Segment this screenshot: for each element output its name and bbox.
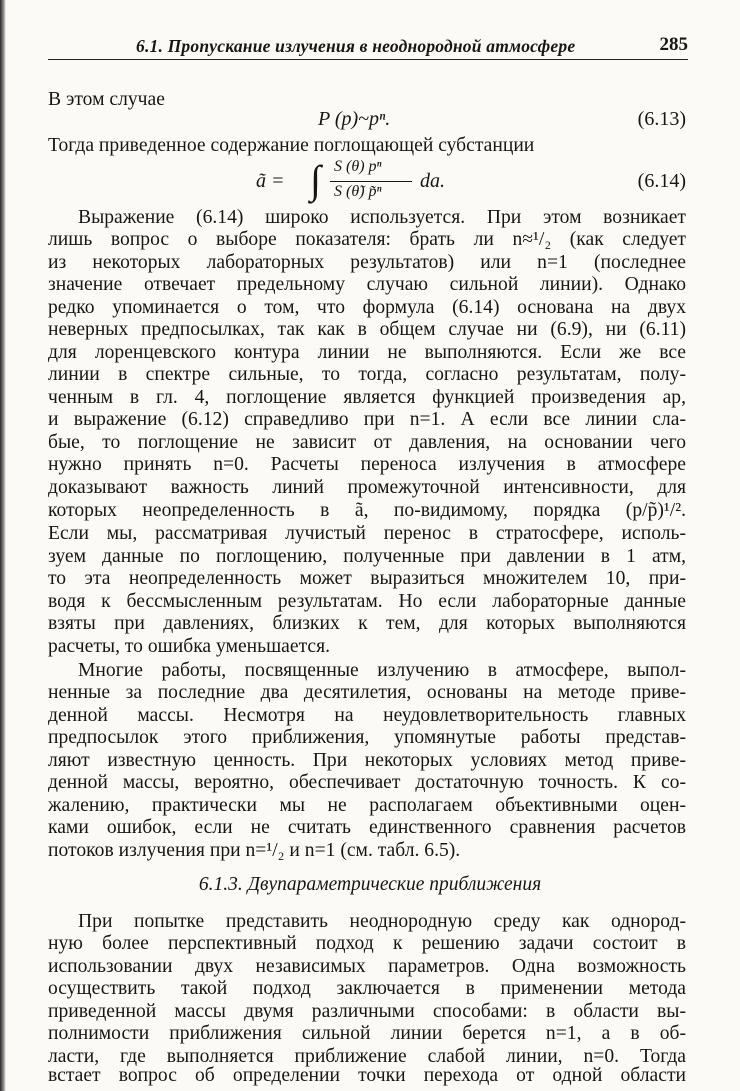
- equation-tail: da.: [420, 170, 445, 192]
- equation-6-13: P (p)~pⁿ.: [318, 108, 391, 130]
- running-header: [48, 33, 688, 60]
- text-line: использовании двух независимых параметров. Одна возможность: [48, 956, 686, 977]
- page-number: 285: [659, 34, 688, 55]
- text-line: ченным в гл. 4, поглощение является функцией произведения ap,: [48, 387, 686, 408]
- text-line: лишь вопрос о выборе показателя: брать ли n≈¹/₂ (как следует: [48, 229, 686, 250]
- text-line: При попытке представить неоднородную среду как однород-: [78, 911, 686, 932]
- text-line: ную более перспективный подход к решению задачи состоит в: [48, 933, 686, 954]
- text-line: ляют известную ценность. При некоторых условиях метод приве-: [48, 750, 686, 771]
- text-line: водя к бессмысленным результатам. Но если лабораторные данные: [48, 591, 686, 612]
- text-line: неверных предпосылках, так как в общем случае ни (6.9), ни (6.11): [48, 319, 686, 340]
- text-line: денной массы, вероятно, обеспечивает достаточную точность. К со-: [48, 772, 686, 793]
- text-line: которых неопределенность в ã, по-видимому, порядка (p/p̃)¹/².: [48, 500, 686, 521]
- running-title: 6.1. Пропускание излучения в неоднородной атмосфере: [136, 36, 576, 56]
- text-line: ненные за последние два десятилетия, основаны на методе приве-: [48, 682, 686, 703]
- text-line: Многие работы, посвященные излучению в атмосфере, выпол-: [78, 660, 686, 681]
- text-line: расчеты, то ошибка уменьшается.: [48, 636, 330, 657]
- intro-line: В этом случае: [48, 89, 165, 110]
- text-line: приведенной массы двумя различными способами: в области вы-: [48, 1001, 686, 1022]
- text-line: и выражение (6.12) справедливо при n=1. А если все линии сла-: [48, 409, 686, 430]
- text-line: полнимости приближения сильной линии берется n=1, а в об-: [48, 1023, 686, 1044]
- equation-number-6-13: (6.13): [637, 108, 686, 130]
- page-binding-edge: [0, 0, 6, 1091]
- integral-sign: ∫: [310, 157, 321, 202]
- equation-lhs: ã =: [256, 170, 285, 192]
- text-line: Выражение (6.14) широко используется. При этом возникает: [78, 207, 686, 228]
- text-line: то эта неопределенность может выразиться множителем 10, при-: [48, 568, 686, 589]
- text-line: линии в спектре сильные, то тогда, согласно результатам, полу-: [48, 364, 686, 385]
- fraction-numerator: S (θ) pⁿ: [334, 158, 382, 175]
- section-heading: 6.1.3. Двупараметрические приближения: [198, 874, 542, 895]
- text-line: нужно принять n=0. Расчеты переноса излучения в атмосфере: [48, 454, 686, 475]
- text-line: взяты при давлениях, близких к тем, для которых выполняются: [48, 613, 686, 634]
- text-line: зуем данные по поглощению, полученные при давлении в 1 атм,: [48, 546, 686, 567]
- text-line: редко упоминается о том, что формула (6.14) основана на двух: [48, 297, 686, 318]
- text-line: из некоторых лабораторных результатов) или n=1 (последнее: [48, 252, 686, 273]
- text-line: значение отвечает предельному случаю сильной линии). Однако: [48, 274, 686, 295]
- text-line: ками ошибок, если не считать единственного сравнения расчетов: [48, 817, 686, 838]
- fraction-denominator: S (θ̃) p̃ⁿ: [334, 183, 382, 200]
- intro-line: Тогда приведенное содержание поглощающей субстанции: [48, 135, 535, 156]
- text-line: бые, то поглощение не зависит от давления, на основании чего: [48, 432, 686, 453]
- text-line: потоков излучения при n=¹/₂ и n=1 (см. табл. 6.5).: [48, 840, 461, 861]
- text-line: осуществить такой подход заключается в применении метода: [48, 978, 686, 999]
- equation-number-6-14: (6.14): [637, 170, 686, 192]
- text-line: доказывают важность линий промежуточной интенсивности, для: [48, 477, 686, 498]
- text-line: встает вопрос об определении точки перехода от одной области: [48, 1065, 686, 1086]
- text-line: предпосылок этого приближения, упомянутые работы представ-: [48, 727, 686, 748]
- text-line: ласти, где выполняется приближение слабой линии, n=0. Тогда: [48, 1046, 686, 1067]
- text-line: жалению, практически мы не располагаем объективными оцен-: [48, 795, 686, 816]
- text-line: для лоренцевского контура линии не выполняются. Если же все: [48, 342, 686, 363]
- text-line: денной массы. Несмотря на неудовлетворительность главных: [48, 705, 686, 726]
- text-line: Если мы, рассматривая лучистый перенос в стратосфере, исполь-: [48, 523, 686, 544]
